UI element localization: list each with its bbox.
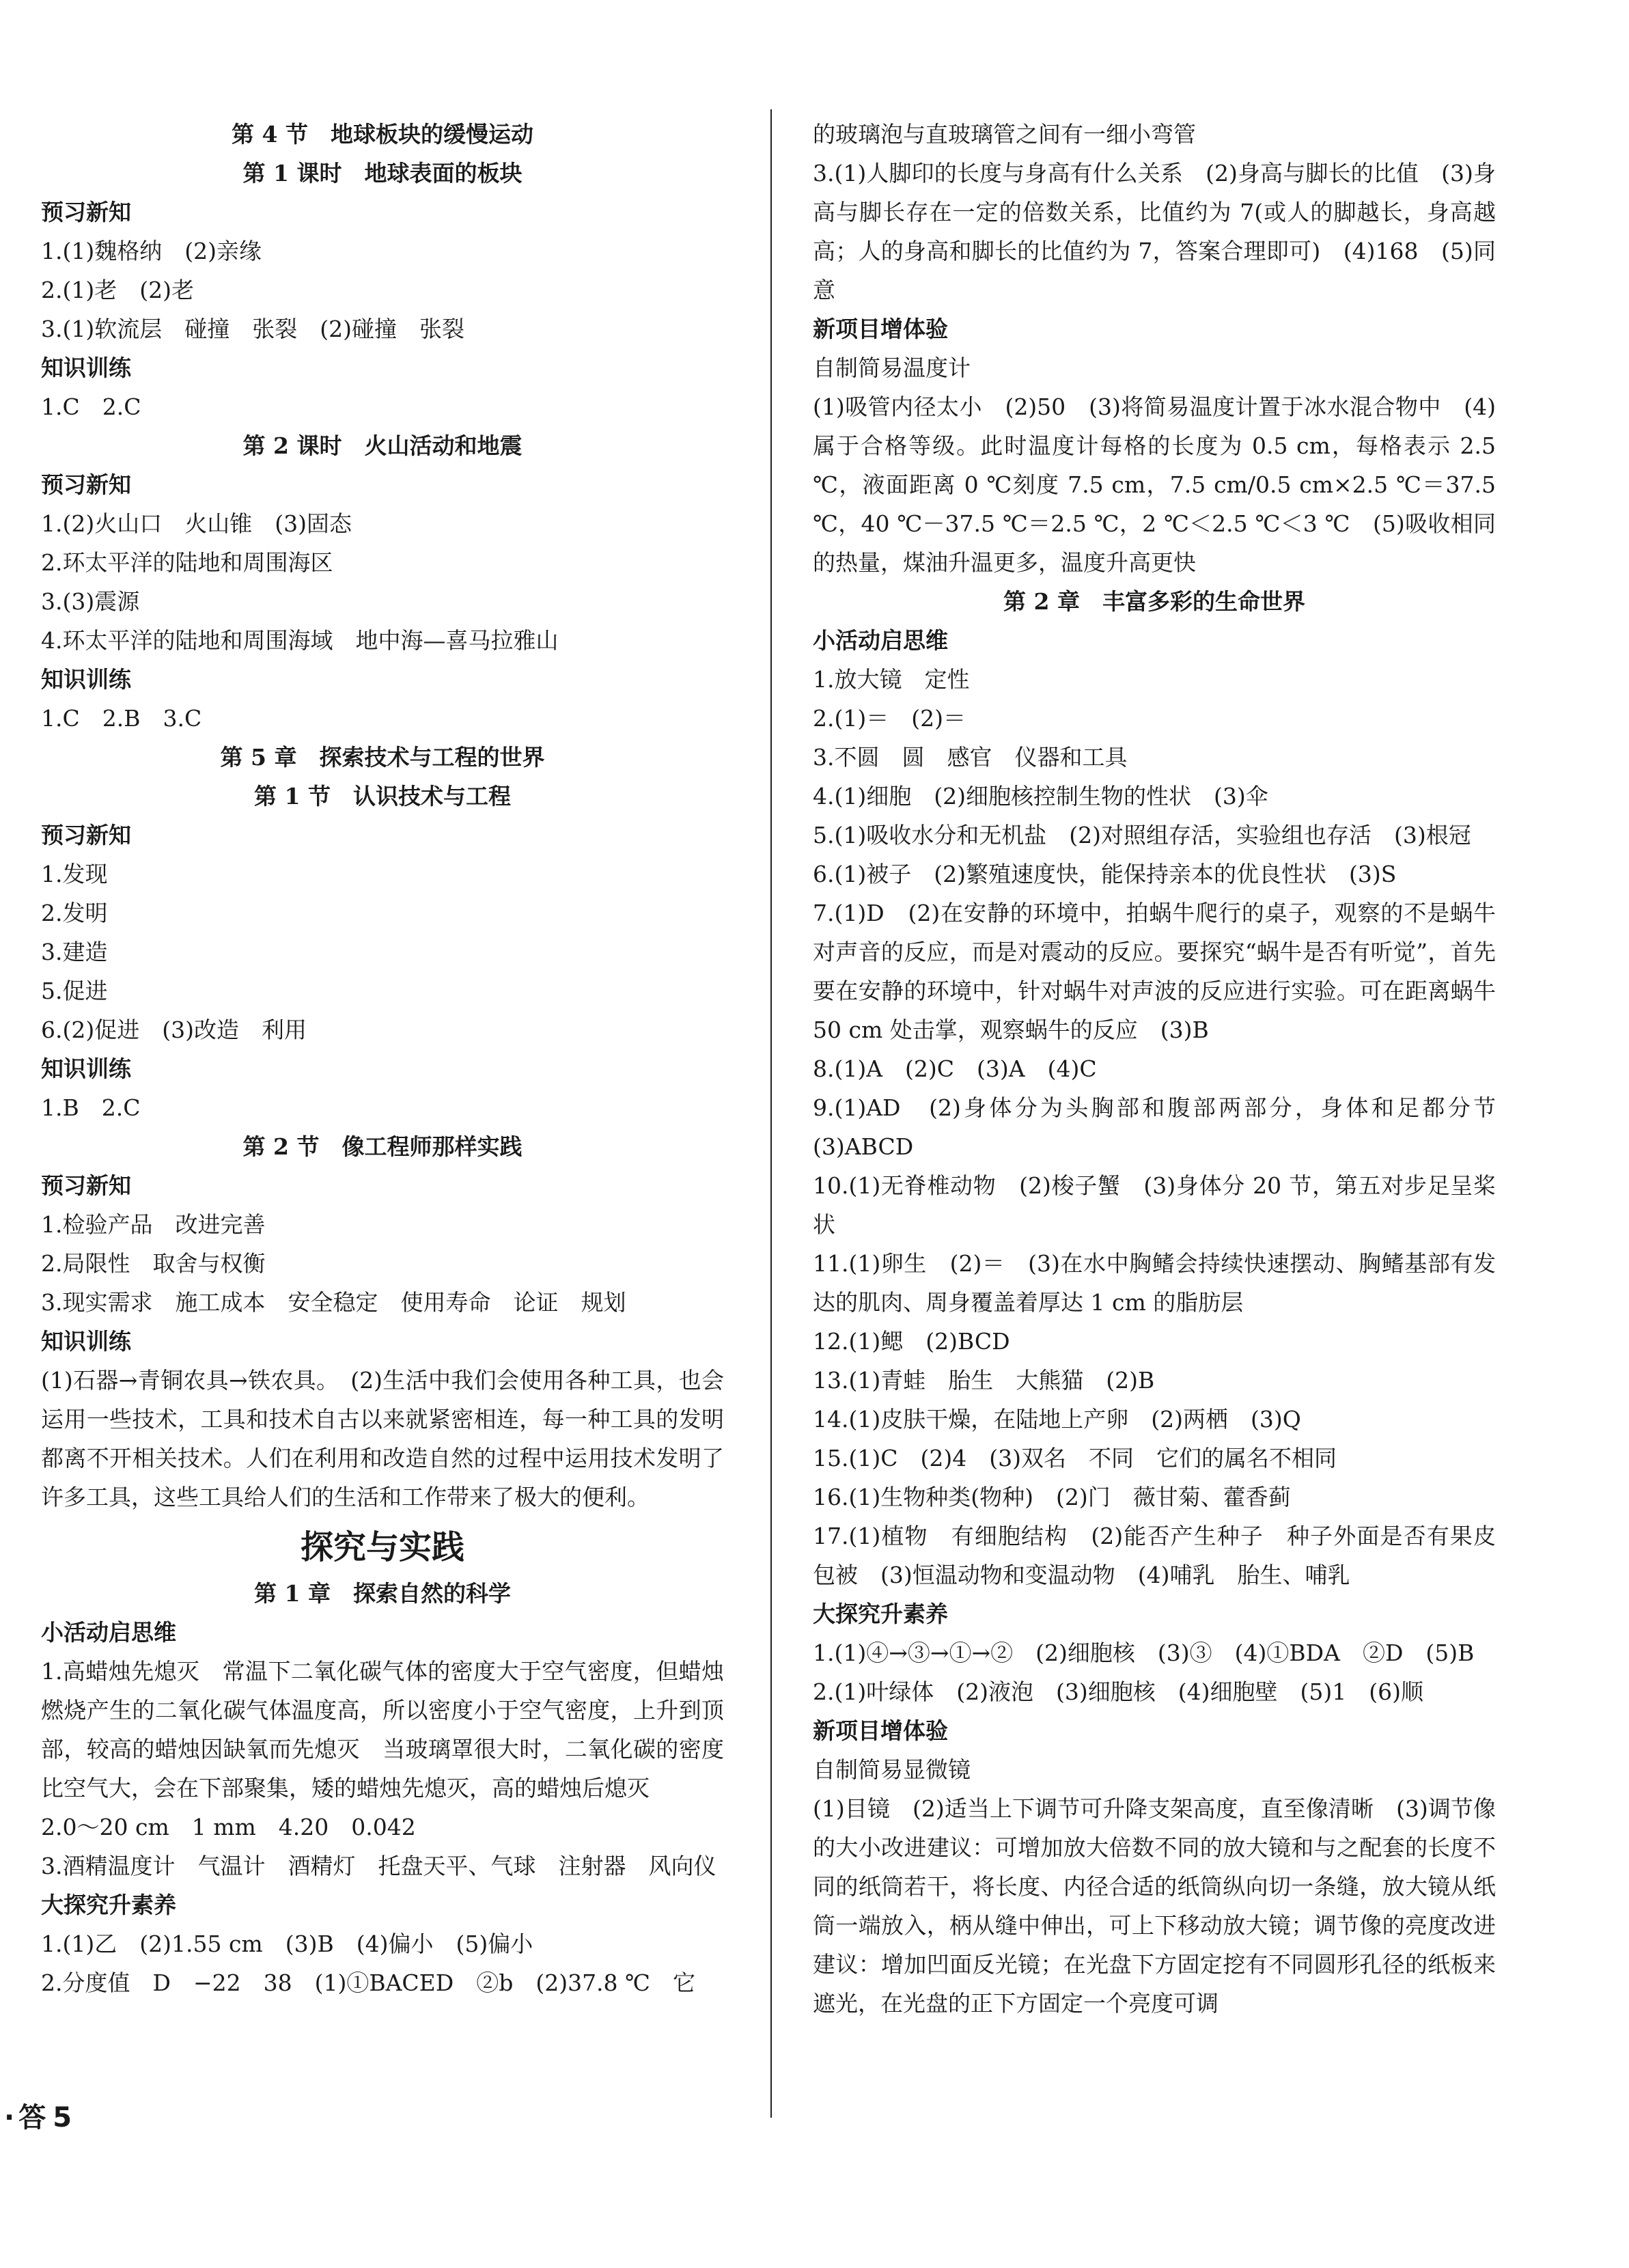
answer-item: 8.(1)A (2)C (3)A (4)C (813, 1055, 1097, 1082)
answer-item: 1.高蜡烛先熄灭 常温下二氧化碳气体的密度大于空气密度，但蜡烛燃烧产生的二氧化碳气体温度高，所以密度小于空气密度，上升到顶部，较高的蜡烛因缺氧而先熄灭 当玻璃罩很大时，二氧化碳的密度比空气大，会在下部聚集，矮的蜡烛先熄灭，高的蜡烛后熄灭 (41, 1658, 724, 1801)
column-divider (770, 109, 772, 2118)
answer-item: 1.(1)④→③→①→② (2)细胞核 (3)③ (4)①BDA ②D (5)B (813, 1640, 1475, 1666)
section-heading: 第 2 章 丰富多彩的生命世界 (1003, 588, 1305, 615)
answer-item: 的玻璃泡与直玻璃管之间有一细小弯管 (813, 121, 1196, 148)
answer-item: 15.(1)C (2)4 (3)双名 不同 它们的属名不相同 (813, 1445, 1337, 1471)
answer-item: 2.(1)叶绿体 (2)液泡 (3)细胞核 (4)细胞壁 (5)1 (6)顺 (813, 1678, 1423, 1705)
answer-item: 16.(1)生物种类(物种) (2)门 薇甘菊、藿香蓟 (813, 1484, 1291, 1510)
answer-item: 5.(1)吸收水分和无机盐 (2)对照组存活，实验组也存活 (3)根冠 (813, 822, 1471, 848)
subsection-label: 知识训练 (41, 666, 131, 693)
answer-item: 1.(1)乙 (2)1.55 cm (3)B (4)偏小 (5)偏小 (41, 1931, 533, 1957)
section-heading: 第 1 节 认识技术与工程 (254, 783, 511, 810)
answer-item: 4.环太平洋的陆地和周围海域 地中海—喜马拉雅山 (41, 627, 559, 654)
bullet-dot: · (4, 2102, 15, 2133)
answer-item: 2.分度值 D −22 38 (1)①BACED ②b (2)37.8 ℃ 它 (41, 1969, 695, 1996)
answer-item: 3.(3)震源 (41, 588, 140, 615)
left-column (41, 115, 724, 2002)
answer-item: 3.酒精温度计 气温计 酒精灯 托盘天平、气球 注射器 风向仪 (41, 1853, 716, 1879)
answer-item: 7.(1)D (2)在安静的环境中，拍蜗牛爬行的桌子，观察的不是蜗牛对声音的反应，而是对震动的反应。要探究“蜗牛是否有听觉”，首先要在安静的环境中，针对蜗牛对声波的反应进行实验。可在距离蜗牛 50 cm 处击掌，观察蜗牛的反应 (3)B (813, 900, 1496, 1043)
part-title: 探究与实践 (300, 1528, 464, 1566)
subsection-label: 知识训练 (41, 1328, 131, 1355)
section-heading: 第 2 课时 火山活动和地震 (242, 432, 523, 459)
answer-item: 1.C 2.B 3.C (41, 705, 202, 732)
subsection-label: 大探究升素养 (813, 1601, 948, 1627)
answer-item: 13.(1)青蛙 胎生 大熊猫 (2)B (813, 1367, 1155, 1394)
answer-item: 17.(1)植物 有细胞结构 (2)能否产生种子 种子外面是否有果皮包被 (3)恒温动物和变温动物 (4)哺乳 胎生、哺乳 (813, 1523, 1496, 1588)
answer-item: 3.不圆 圆 感官 仪器和工具 (813, 744, 1128, 771)
answer-item: 5.促进 (41, 978, 108, 1004)
answer-item: 2.(1)＝ (2)＝ (813, 705, 966, 732)
answer-item: 1.(1)魏格纳 (2)亲缘 (41, 238, 262, 264)
section-heading: 第 5 章 探索技术与工程的世界 (220, 744, 545, 771)
answer-item: 1.C 2.C (41, 393, 141, 420)
answer-item: 6.(2)促进 (3)改造 利用 (41, 1017, 307, 1043)
answer-item: 14.(1)皮肤干燥，在陆地上产卵 (2)两栖 (3)Q (813, 1406, 1301, 1433)
answer-item: (1)目镜 (2)适当上下调节可升降支架高度，直至像清晰 (3)调节像的大小改进建议：可增加放大倍数不同的放大镜和与之配套的长度不同的纸筒若干，将长度、内径合适的纸筒纵向切一条缝，放大镜从纸筒一端放入，柄从缝中伸出，可上下移动放大镜；调节像的亮度改进建议：增加凹面反光镜；在光盘下方固定挖有不同圆形孔径的纸板来遮光，在光盘的正下方固定一个亮度可调 (813, 1795, 1496, 2017)
subsection-label: 小活动启思维 (813, 627, 948, 654)
subsection-label: 预习新知 (41, 822, 131, 848)
answer-item: 1.检验产品 改进完善 (41, 1211, 266, 1238)
answer-item: 3.现实需求 施工成本 安全稳定 使用寿命 论证 规划 (41, 1289, 626, 1316)
subsection-label: 预习新知 (41, 199, 131, 225)
section-heading: 第 2 节 像工程师那样实践 (242, 1133, 523, 1160)
answer-item: 11.(1)卵生 (2)＝ (3)在水中胸鳍会持续快速摆动、胸鳍基部有发达的肌肉、周身覆盖着厚达 1 cm 的脂肪层 (813, 1250, 1496, 1316)
right-column (813, 115, 1518, 2023)
footer-label: 答 (18, 2102, 46, 2133)
answer-item: 自制简易显微镜 (813, 1756, 971, 1783)
subsection-label: 新项目增体验 (813, 316, 948, 342)
answer-item: 9.(1)AD (2)身体分为头胸部和腹部两部分，身体和足都分节 (3)ABCD (813, 1094, 1518, 1160)
answer-item: (1)石器→青铜农具→铁农具。 (2)生活中我们会使用各种工具，也会运用一些技术，工具和技术自古以来就紧密相连，每一种工具的发明都离不开相关技术。人们在利用和改造自然的过程中运用技术发明了许多工具，这些工具给人们的生活和工作带来了极大的便利。 (41, 1367, 724, 1510)
answer-item: 2.发明 (41, 900, 108, 926)
answer-item: 2.0～20 cm 1 mm 4.20 0.042 (41, 1814, 416, 1840)
answer-item: 1.发现 (41, 861, 108, 887)
answer-item: 4.(1)细胞 (2)细胞核控制生物的性状 (3)伞 (813, 783, 1268, 810)
answer-item: 3.(1)软流层 碰撞 张裂 (2)碰撞 张裂 (41, 316, 464, 342)
subsection-label: 预习新知 (41, 1172, 131, 1199)
section-heading: 第 4 节 地球板块的缓慢运动 (232, 121, 533, 148)
answer-item: 自制简易温度计 (813, 355, 971, 381)
subsection-label: 知识训练 (41, 1055, 131, 1082)
answer-item: (1)吸管内径太小 (2)50 (3)将简易温度计置于冰水混合物中 (4)属于合格等级。此时温度计每格的长度为 0.5 cm，每格表示 2.5 ℃，液面距离 0 ℃刻度 7.5 cm，7.5 cm/0.5 cm×2.5 ℃＝37.5 ℃，40 ℃－37.5 ℃＝2.5 ℃，2 ℃＜2.5 ℃＜3 ℃ (5)吸收相同的热量，煤油升温更多，温度升高更快 (813, 393, 1496, 576)
answer-item: 1.B 2.C (41, 1094, 141, 1121)
subsection-label: 小活动启思维 (41, 1619, 176, 1646)
answer-item: 1.(2)火山口 火山锥 (3)固态 (41, 510, 352, 537)
answer-item: 10.(1)无脊椎动物 (2)梭子蟹 (3)身体分 20 节，第五对步足呈桨状 (813, 1172, 1496, 1238)
section-heading: 第 1 课时 地球表面的板块 (242, 160, 523, 186)
answer-item: 2.局限性 取舍与权衡 (41, 1250, 266, 1277)
answer-item: 6.(1)被子 (2)繁殖速度快，能保持亲本的优良性状 (3)S (813, 861, 1397, 887)
answer-item: 12.(1)鳃 (2)BCD (813, 1328, 1010, 1355)
subsection-label: 大探究升素养 (41, 1892, 176, 1918)
subsection-label: 预习新知 (41, 471, 131, 498)
answer-item: 2.环太平洋的陆地和周围海区 (41, 549, 333, 576)
answer-item: 3.建造 (41, 939, 108, 965)
page-number: 5 (53, 2102, 72, 2133)
subsection-label: 新项目增体验 (813, 1717, 948, 1744)
subsection-label: 知识训练 (41, 355, 131, 381)
answer-item: 1.放大镜 定性 (813, 666, 970, 693)
section-heading: 第 1 章 探索自然的科学 (254, 1580, 511, 1607)
page-footer (0, 2097, 72, 2138)
answer-item: 2.(1)老 (2)老 (41, 277, 194, 303)
answer-item: 3.(1)人脚印的长度与身高有什么关系 (2)身高与脚长的比值 (3)身高与脚长存在一定的倍数关系，比值约为 7(或人的脚越长，身高越高；人的身高和脚长的比值约为 7，答案合理即可) (4)168 (5)同意 (813, 160, 1496, 303)
